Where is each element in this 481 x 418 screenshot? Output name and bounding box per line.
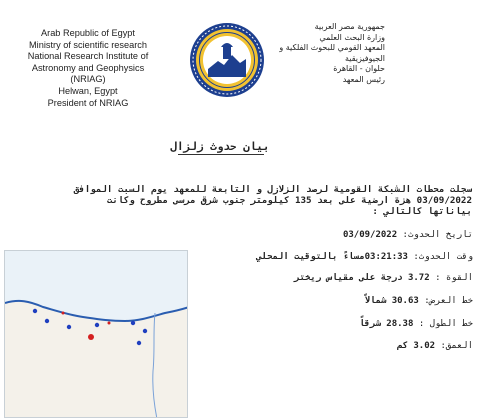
depth-value: 3.02 كم	[397, 341, 436, 351]
en-line-institute-1: National Research Institute of	[27, 51, 149, 62]
ar-line-institute-2: الجيوفيزيقية	[345, 53, 385, 63]
magnitude-value: 3.72 درجة على مقياس ريختر	[294, 273, 430, 283]
statement-title: بيان حدوث زلزال	[170, 140, 270, 153]
date-value: 03/09/2022	[342, 230, 398, 240]
en-line-president: President of NRIAG	[47, 97, 129, 108]
paragraph-line-3: بياناتها كالتالي :	[372, 206, 472, 217]
field-time	[256, 252, 473, 262]
latitude-value: 30.63 شمالاً	[364, 296, 419, 306]
field-latitude	[365, 296, 473, 306]
en-line-institute-2: Astronomy and Geophysics	[31, 62, 145, 73]
ar-line-city: حلوان - القاهرة	[333, 64, 385, 74]
intro-paragraph	[2, 185, 472, 217]
event-marker	[62, 312, 65, 315]
field-depth	[397, 341, 473, 351]
depth-label: العمق:	[440, 341, 473, 351]
date-label: تاريخ الحدوث:	[402, 230, 473, 240]
en-line-city: Helwan, Egypt	[58, 85, 118, 96]
paragraph-line-1: سجلت محطات الشبكة القومية لرصد الزلازل و التابعة للمعهد يوم السبت الموافق	[73, 185, 472, 195]
arabic-letterhead	[265, 22, 385, 86]
station-marker	[67, 325, 71, 329]
station-marker	[95, 323, 99, 327]
magnitude-label: القوة :	[435, 273, 473, 283]
paragraph-line-2: 03/09/2022 هزة أرضية على بعد 135 كيلومتر جنوب شرق مرسى مطروح وكانت	[106, 195, 472, 206]
epicenter-map	[4, 250, 188, 418]
station-marker	[143, 329, 147, 333]
event-marker	[108, 322, 111, 325]
ar-line-country: جمهورية مصر العربية	[314, 22, 385, 31]
title-underline	[178, 154, 264, 155]
en-line-ministry: Ministry of scientific research	[29, 39, 147, 50]
field-date	[343, 230, 473, 240]
longitude-label: خط الطول :	[418, 319, 473, 329]
ar-line-institute-1: المعهد القومي للبحوث الفلكية و	[279, 43, 385, 53]
epicenter-marker	[88, 334, 94, 340]
ar-line-ministry: وزارة البحث العلمي	[319, 32, 385, 42]
time-label: وقت الحدوث:	[413, 252, 473, 262]
english-letterhead	[0, 28, 176, 109]
station-marker	[45, 319, 49, 323]
station-marker	[137, 341, 141, 345]
ar-line-president: رئيس المعهد	[342, 74, 385, 84]
station-marker	[131, 321, 135, 325]
field-magnitude	[294, 273, 473, 283]
station-marker	[33, 309, 37, 313]
latitude-label: خط العرض:	[424, 296, 473, 306]
nriag-logo	[188, 21, 266, 99]
en-line-acronym: (NRIAG)	[70, 74, 106, 85]
field-longitude	[359, 319, 473, 329]
egypt-map-graphic	[5, 251, 188, 418]
nriag-seal-icon	[188, 21, 266, 99]
en-line-country: Arab Republic of Egypt	[41, 28, 135, 38]
longitude-value: 28.38 شرقاً	[359, 319, 414, 329]
time-value: 03:21:33مساءً بالتوقيت المحلي	[256, 252, 408, 262]
